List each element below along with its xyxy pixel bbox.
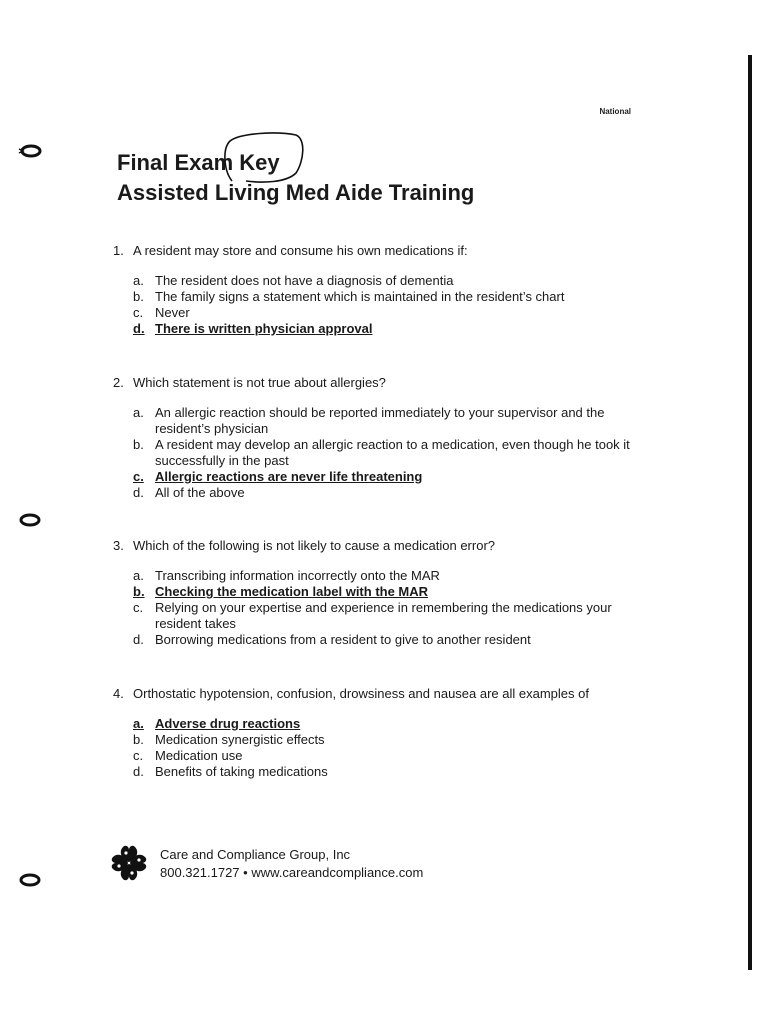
question-4 bbox=[113, 686, 633, 780]
option-text: Medication synergistic effects bbox=[155, 732, 325, 747]
option-text: Allergic reactions are never life threatening bbox=[155, 469, 423, 484]
question-text: A resident may store and consume his own medications if: bbox=[133, 243, 468, 258]
question-3 bbox=[113, 538, 633, 648]
answer-option bbox=[133, 732, 633, 748]
option-text: Never bbox=[155, 305, 190, 320]
question-stem bbox=[113, 538, 633, 554]
answer-options bbox=[133, 273, 633, 337]
question-2 bbox=[113, 375, 633, 501]
answer-option bbox=[133, 305, 633, 321]
option-text: Transcribing information incorrectly onto the MAR bbox=[155, 568, 440, 583]
answer-option bbox=[133, 405, 633, 437]
answer-option bbox=[133, 485, 633, 501]
option-letter: d. bbox=[133, 632, 144, 647]
answer-options bbox=[133, 716, 633, 780]
option-letter: a. bbox=[133, 568, 144, 583]
option-text: Checking the medication label with the MAR bbox=[155, 584, 429, 599]
option-letter: b. bbox=[133, 437, 144, 452]
option-text: Medication use bbox=[155, 748, 243, 763]
footer-contact bbox=[160, 846, 423, 882]
company-footer bbox=[108, 840, 528, 890]
title-line-1: Final Exam Key bbox=[117, 150, 280, 175]
option-text: A resident may develop an allergic reaction to a medication, even though he took it successfully in the past bbox=[155, 437, 630, 468]
option-text: The family signs a statement which is maintained in the resident’s chart bbox=[155, 289, 565, 304]
option-text: All of the above bbox=[155, 485, 245, 500]
correct-answer-option bbox=[133, 469, 633, 485]
answer-option bbox=[133, 764, 633, 780]
option-letter: d. bbox=[133, 321, 145, 336]
option-letter: c. bbox=[133, 305, 144, 320]
option-letter: c. bbox=[133, 469, 144, 484]
option-letter: c. bbox=[133, 600, 144, 615]
option-letter: a. bbox=[133, 273, 144, 288]
company-name: Care and Compliance Group, Inc bbox=[160, 847, 351, 862]
correct-answer-option bbox=[133, 584, 633, 600]
option-text: There is written physician approval bbox=[155, 321, 373, 336]
option-text: The resident does not have a diagnosis of dementia bbox=[155, 273, 454, 288]
page-title bbox=[117, 148, 474, 208]
bullet-separator: • bbox=[243, 865, 248, 880]
option-letter: c. bbox=[133, 748, 144, 763]
option-letter: b. bbox=[133, 289, 144, 304]
option-letter: b. bbox=[133, 732, 144, 747]
option-text: Relying on your expertise and experience in remembering the medications your resident takes bbox=[155, 600, 612, 631]
question-number: 1. bbox=[113, 243, 124, 258]
question-text: Which statement is not true about allergies? bbox=[133, 375, 386, 390]
answer-option bbox=[133, 600, 633, 632]
answer-option bbox=[133, 437, 633, 469]
answer-option bbox=[133, 289, 633, 305]
question-text: Orthostatic hypotension, confusion, drowsiness and nausea are all examples of bbox=[133, 686, 589, 701]
option-letter: a. bbox=[133, 405, 144, 420]
option-text: Borrowing medications from a resident to give to another resident bbox=[155, 632, 531, 647]
question-stem bbox=[113, 243, 633, 259]
hole-punch-icon bbox=[18, 513, 42, 527]
phone-number: 800.321.1727 bbox=[160, 865, 240, 880]
question-1 bbox=[113, 243, 633, 337]
question-number: 3. bbox=[113, 538, 124, 553]
option-letter: a. bbox=[133, 716, 144, 731]
option-letter: b. bbox=[133, 584, 145, 599]
option-text: An allergic reaction should be reported immediately to your supervisor and the resident’s physician bbox=[155, 405, 605, 436]
option-letter: d. bbox=[133, 485, 144, 500]
correct-answer-option bbox=[133, 321, 633, 337]
question-number: 4. bbox=[113, 686, 124, 701]
answer-option bbox=[133, 568, 633, 584]
question-text: Which of the following is not likely to cause a medication error? bbox=[133, 538, 496, 553]
scan-edge-line bbox=[748, 55, 752, 970]
answer-option bbox=[133, 273, 633, 289]
hole-punch-icon bbox=[18, 873, 42, 887]
website-link: www.careandcompliance.com bbox=[251, 865, 424, 880]
option-text: Benefits of taking medications bbox=[155, 764, 328, 779]
answer-options bbox=[133, 568, 633, 648]
answer-option bbox=[133, 748, 633, 764]
company-logo-icon bbox=[108, 842, 150, 884]
question-stem bbox=[113, 375, 633, 391]
hole-punch-icon bbox=[18, 144, 42, 158]
contact-line bbox=[160, 864, 423, 882]
question-number: 2. bbox=[113, 375, 124, 390]
answer-option bbox=[133, 632, 633, 648]
option-text: Adverse drug reactions bbox=[155, 716, 301, 731]
title-line-2: Assisted Living Med Aide Training bbox=[117, 180, 475, 205]
answer-options bbox=[133, 405, 633, 501]
edition-label: National bbox=[599, 107, 631, 116]
question-stem bbox=[113, 686, 633, 702]
option-letter: d. bbox=[133, 764, 144, 779]
correct-answer-option bbox=[133, 716, 633, 732]
